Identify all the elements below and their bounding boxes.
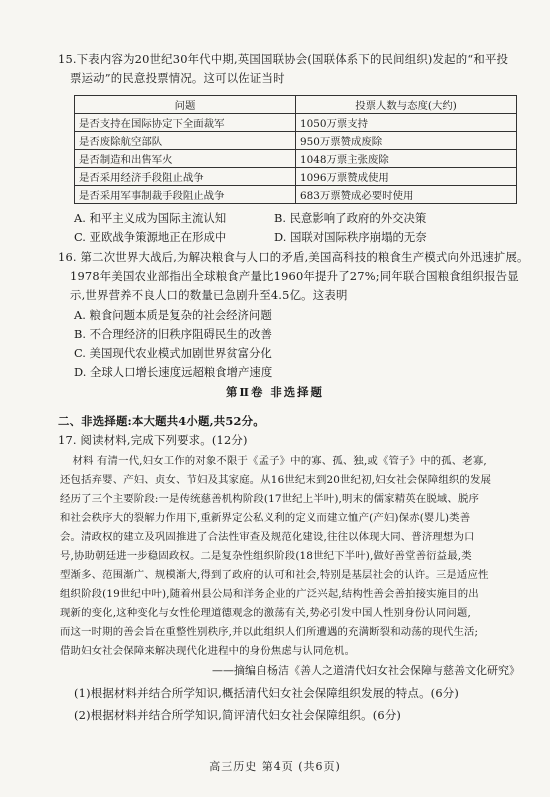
q16-stem-line-2: 1978年美国农业部指出全球粮食产量比1960年提升了27%;同年联合国粮食组织报告显	[70, 269, 519, 283]
material-source: ——摘编自杨洁《善人之道清代妇女社会保障与慈善文化研究》	[212, 664, 520, 677]
material-line: 现新的变化,这种变化与女性伦理道德观念的激荡有关,势必引发中国人性别身份认同问题,	[60, 607, 471, 619]
table-row	[75, 150, 517, 168]
q16-option-d[interactable]: D. 全球人口增长速度远超粮食增产速度	[74, 365, 273, 379]
question-16-stem	[58, 248, 533, 305]
part2-heading: 二、非选择题:本大题共4小题,共52分。	[58, 414, 265, 428]
q15-option-b[interactable]: B. 民意影响了政府的外交决策	[274, 211, 427, 225]
q16-option-c[interactable]: C. 美国现代农业模式加剧世界贫富分化	[74, 346, 272, 360]
q15-option-c[interactable]: C. 亚欧战争策源地正在形成中	[74, 230, 227, 244]
q17-material	[60, 452, 530, 661]
q17-stem: 17. 阅读材料,完成下列要求。(12分)	[58, 433, 248, 447]
table-cell: 1096万票赞成使用	[296, 168, 517, 186]
table-cell: 683万票赞成必要时使用	[296, 186, 517, 204]
table-cell: 是否采用经济手段阻止战争	[75, 168, 296, 186]
q17-subquestion-2: (2)根据材料并结合所学知识,简评清代妇女社会保障组织。(6分)	[74, 708, 402, 722]
material-line: 材料 有清一代,妇女工作的对象不限于《孟子》中的寡、孤、独,或《管子》中的孤、老寡,	[72, 455, 487, 467]
q16-stem-line-1: 16. 第二次世界大战后,为解决粮食与人口的矛盾,美国高科技的粮食生产模式向外迅速扩展。	[58, 250, 529, 264]
table-row	[75, 168, 517, 186]
q17-subquestions	[74, 684, 540, 725]
q15-option-a[interactable]: A. 和平主义成为国际主流认知	[74, 211, 227, 225]
poll-header-question: 问题	[75, 96, 296, 114]
material-line: 借助妇女社会保障来解决现代化进程中的身份焦虑与认同危机。	[60, 645, 356, 657]
table-row	[75, 114, 517, 132]
q16-options	[74, 306, 540, 382]
q15-stem-line-1: 15.下表内容为20世纪30年代中期,英国国联协会(国联体系下的民间组织)发起的“和平投	[58, 52, 509, 66]
question-15-stem	[58, 50, 524, 88]
section-title: 第Ⅱ卷 非选择题	[226, 385, 324, 399]
table-cell: 950万票赞成废除	[296, 132, 517, 150]
table-cell: 是否废除航空部队	[75, 132, 296, 150]
material-line: 号,协助朝廷进一步稳固政权。二是复杂性组织阶段(18世纪下半叶),做好善堂善衍益最,类	[60, 550, 472, 562]
material-line: 还包括弃婴、产妇、贞女、节妇及其家庭。从16世纪末到20世纪初,妇女社会保障组织的发展	[60, 474, 492, 486]
q15-options	[74, 209, 524, 247]
material-line: 型渐多、范围渐广、规模渐大,得到了政府的认可和社会,特别是基层社会的认许。三是适应性	[60, 569, 489, 581]
material-line: 而这一时期的善会旨在重整性别秩序,并以此组织人们所遭遇的充满断裂和动荡的现代生活;	[60, 626, 479, 638]
table-row	[75, 186, 517, 204]
table-cell: 是否采用军事制裁手段阻止战争	[75, 186, 296, 204]
material-line: 组织阶段(19世纪中叶),随着州县公局和洋务企业的广泛兴起,结构性善会善拍接实施目的出	[60, 588, 479, 600]
q15-stem-line-2: 票运动”的民意投票情况。这可以佐证当时	[70, 71, 285, 85]
material-line: 经历了三个主要阶段:一是传统慈善机构阶段(17世纪上半叶),明末的儒家精英在脱域、脱序	[60, 493, 480, 505]
table-cell: 1048万票主张废除	[296, 150, 517, 168]
q15-option-d[interactable]: D. 国联对国际秩序崩塌的无奈	[274, 230, 427, 244]
part2-header	[58, 412, 524, 450]
poll-header-votes: 投票人数与态度(大约)	[296, 96, 517, 114]
material-line: 和社会秩序大的裂解力作用下,重新界定公私义利的定义而建立恤产(产妇)保赤(婴儿)类善	[60, 512, 471, 524]
poll-table-header	[75, 96, 517, 114]
q16-option-a[interactable]: A. 粮食问题本质是复杂的社会经济问题	[74, 308, 272, 322]
table-cell: 1050万票支持	[296, 114, 517, 132]
material-line: 会。清政权的建立及巩固推进了合法性审查及规范化建设,往往以体现大同、普济理想为口	[60, 531, 475, 543]
page-footer: 高三历史 第4页 (共6页)	[209, 760, 341, 773]
table-cell: 是否支持在国际协定下全面裁军	[75, 114, 296, 132]
poll-table	[74, 95, 517, 204]
q16-option-b[interactable]: B. 不合理经济的旧秩序阻碍民生的改善	[74, 327, 272, 341]
table-row	[75, 132, 517, 150]
q16-stem-line-3: 示,世界营养不良人口的数量已急剧升至4.5亿。这表明	[70, 288, 348, 302]
table-cell: 是否制造和出售军火	[75, 150, 296, 168]
q17-subquestion-1: (1)根据材料并结合所学知识,概括清代妇女社会保障组织发展的特点。(6分)	[74, 686, 460, 700]
